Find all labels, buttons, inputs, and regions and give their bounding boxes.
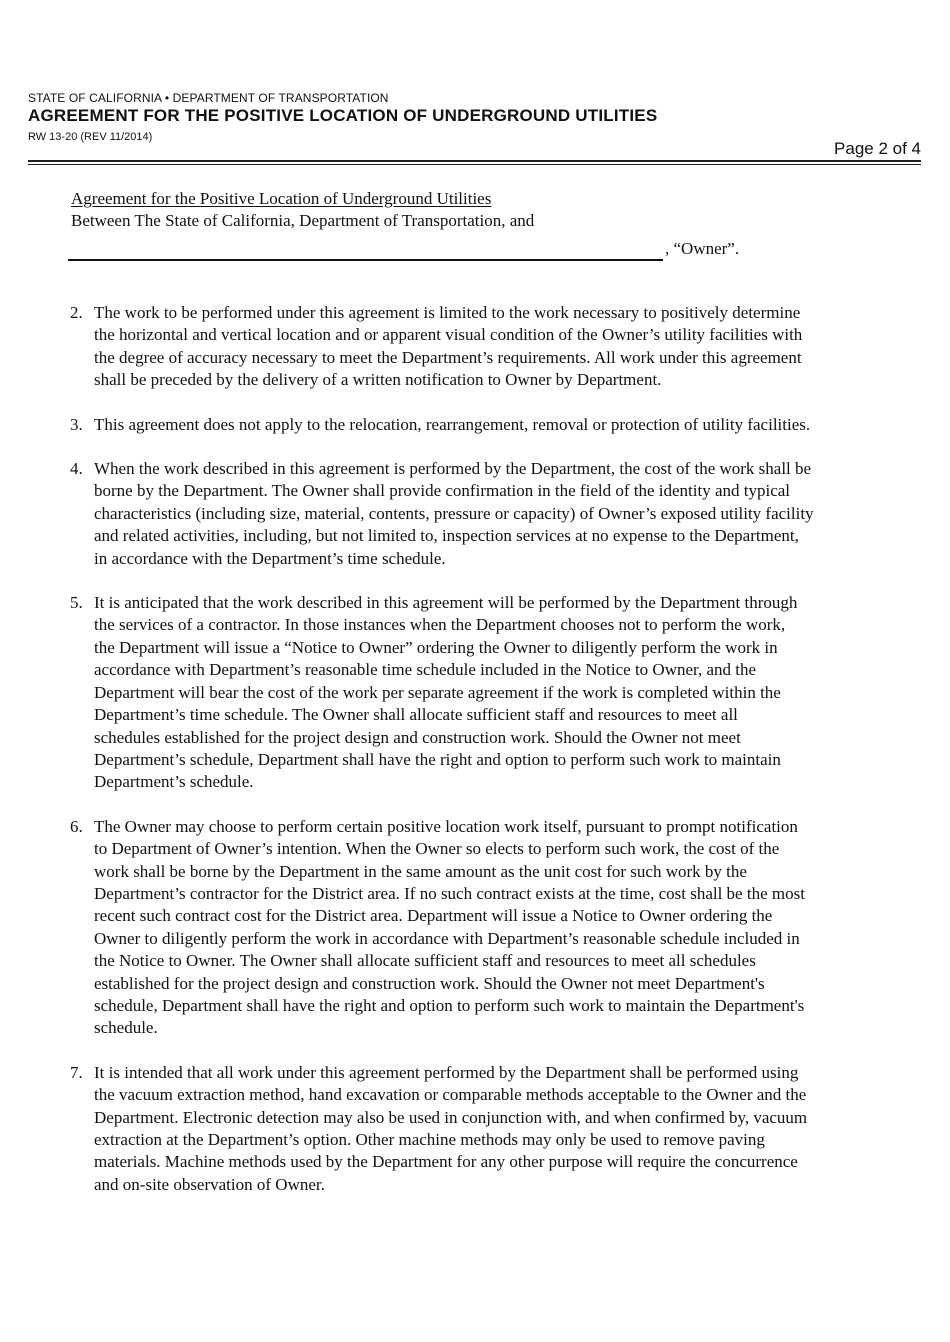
clause-text <box>94 1062 890 1196</box>
clause-line: schedules established for the project design and construction work. Should the Owner not meet <box>94 727 741 747</box>
clause-line: Department’s contractor for the District area. If no such contract exists at the time, cost shall be the most <box>94 883 805 903</box>
clause-line: and related activities, including, but not limited to, inspection services at no expense to the Department, <box>94 526 799 546</box>
clause-text <box>94 458 890 570</box>
owner-label: , “Owner”. <box>665 239 740 258</box>
agency-line: STATE OF CALIFORNIA • DEPARTMENT OF TRANSPORTATION <box>28 91 389 105</box>
clause-line: extraction at the Department’s option. Other machine methods may only be used to remove paving <box>94 1130 765 1149</box>
clause-line: When the work described in this agreement is performed by the Department, the cost of the work shall be <box>94 459 812 479</box>
clause-line: established for the project design and construction work. Should the Owner not meet Department's <box>94 973 765 993</box>
clause-text <box>94 302 890 392</box>
clause-line: The Owner may choose to perform certain positive location work itself, pursuant to prompt notification <box>94 816 798 836</box>
agreement-title: Agreement for the Positive Location of Underground Utilities <box>71 189 492 208</box>
page-number: Page 2 of 4 <box>834 139 921 158</box>
clause-text <box>94 816 890 1040</box>
clause-line: schedule, Department shall have the right and option to perform such work to maintain the Department's <box>94 995 805 1015</box>
clause-line: Department’s schedule, Department shall have the right and option to perform such work to maintain <box>94 749 781 769</box>
clause-line: It is anticipated that the work described in this agreement will be performed by the Department through <box>94 593 798 613</box>
clause-line: materials. Machine methods used by the Department for any other purpose will require the concurrence <box>94 1152 798 1172</box>
clause-line: Department’s time schedule. The Owner shall allocate sufficient staff and resources to meet all <box>94 705 738 725</box>
clause-item <box>70 1062 890 1196</box>
clause-line: The work to be performed under this agreement is limited to the work necessary to positively determine <box>94 303 801 322</box>
clause-item <box>70 458 890 570</box>
clause-line: Department. Electronic detection may also be used in conjunction with, and when confirmed by, vacuum <box>94 1107 808 1127</box>
clause-item <box>70 414 890 436</box>
clause-line: recent such contract cost for the District area. Department will issue a Notice to Owner ordering the <box>94 906 773 926</box>
clause-line: Department will bear the cost of the work per separate agreement if the work is completed within the <box>94 682 781 702</box>
clause-line: the services of a contractor. In those instances when the Department chooses not to perform the work, <box>94 615 786 635</box>
clause-number: 2. <box>70 303 83 322</box>
clause-text <box>94 414 890 436</box>
clause-item <box>70 302 890 392</box>
clause-line: to Department of Owner’s intention. When the Owner so elects to perform such work, the cost of the <box>94 839 780 859</box>
clause-line: characteristics (including size, material, contents, pressure or capacity) of Owner’s exposed utility facility <box>94 503 814 523</box>
clause-line: Department’s schedule. <box>94 772 254 792</box>
clause-line: the vacuum extraction method, hand excavation or comparable methods acceptable to the Owner and the <box>94 1085 807 1105</box>
clause-line: the degree of accuracy necessary to meet the Department’s requirements. All work under this agreement <box>94 347 802 367</box>
clause-line: schedule. <box>94 1018 158 1038</box>
owner-name-field[interactable] <box>68 259 663 261</box>
clause-number: 5. <box>70 593 83 613</box>
header-rule-thick <box>28 160 921 162</box>
agreement-parties: Between The State of California, Department of Transportation, and <box>71 211 535 230</box>
clause-line: shall be preceded by the delivery of a written notification to Owner by Department. <box>94 370 662 390</box>
clause-item <box>70 592 890 794</box>
form-number: RW 13-20 (REV 11/2014) <box>28 131 153 143</box>
clause-line: in accordance with the Department’s time schedule. <box>94 548 446 568</box>
clause-line: the Notice to Owner. The Owner shall allocate sufficient staff and resources to meet all schedules <box>94 951 756 971</box>
clause-line: and on-site observation of Owner. <box>94 1174 325 1194</box>
clause-line: Owner to diligently perform the work in accordance with Department’s reasonable schedule included in <box>94 928 800 948</box>
clause-line: This agreement does not apply to the relocation, rearrangement, removal or protection of utility facilities. <box>94 414 811 434</box>
clause-number: 4. <box>70 459 83 479</box>
clause-text <box>94 592 890 794</box>
clause-line: work shall be borne by the Department in the same amount as the unit cost for such work by the <box>94 861 747 881</box>
clause-line: accordance with Department’s reasonable time schedule included in the Notice to Owner, and the <box>94 660 757 680</box>
clause-line: the horizontal and vertical location and or apparent visual condition of the Owner’s utility facilities with <box>94 325 803 345</box>
clause-line: It is intended that all work under this agreement performed by the Department shall be performed using <box>94 1062 799 1082</box>
clause-line: the Department will issue a “Notice to Owner” ordering the Owner to diligently perform the work in <box>94 637 778 657</box>
clause-number: 3. <box>70 414 83 434</box>
clause-item <box>70 816 890 1040</box>
clause-list <box>70 302 890 1218</box>
clause-line: borne by the Department. The Owner shall provide confirmation in the field of the identity and typical <box>94 481 791 501</box>
form-title: AGREEMENT FOR THE POSITIVE LOCATION OF UNDERGROUND UTILITIES <box>28 106 658 125</box>
clause-number: 7. <box>70 1062 83 1082</box>
header-rule-thin <box>28 164 921 165</box>
clause-number: 6. <box>70 816 83 836</box>
